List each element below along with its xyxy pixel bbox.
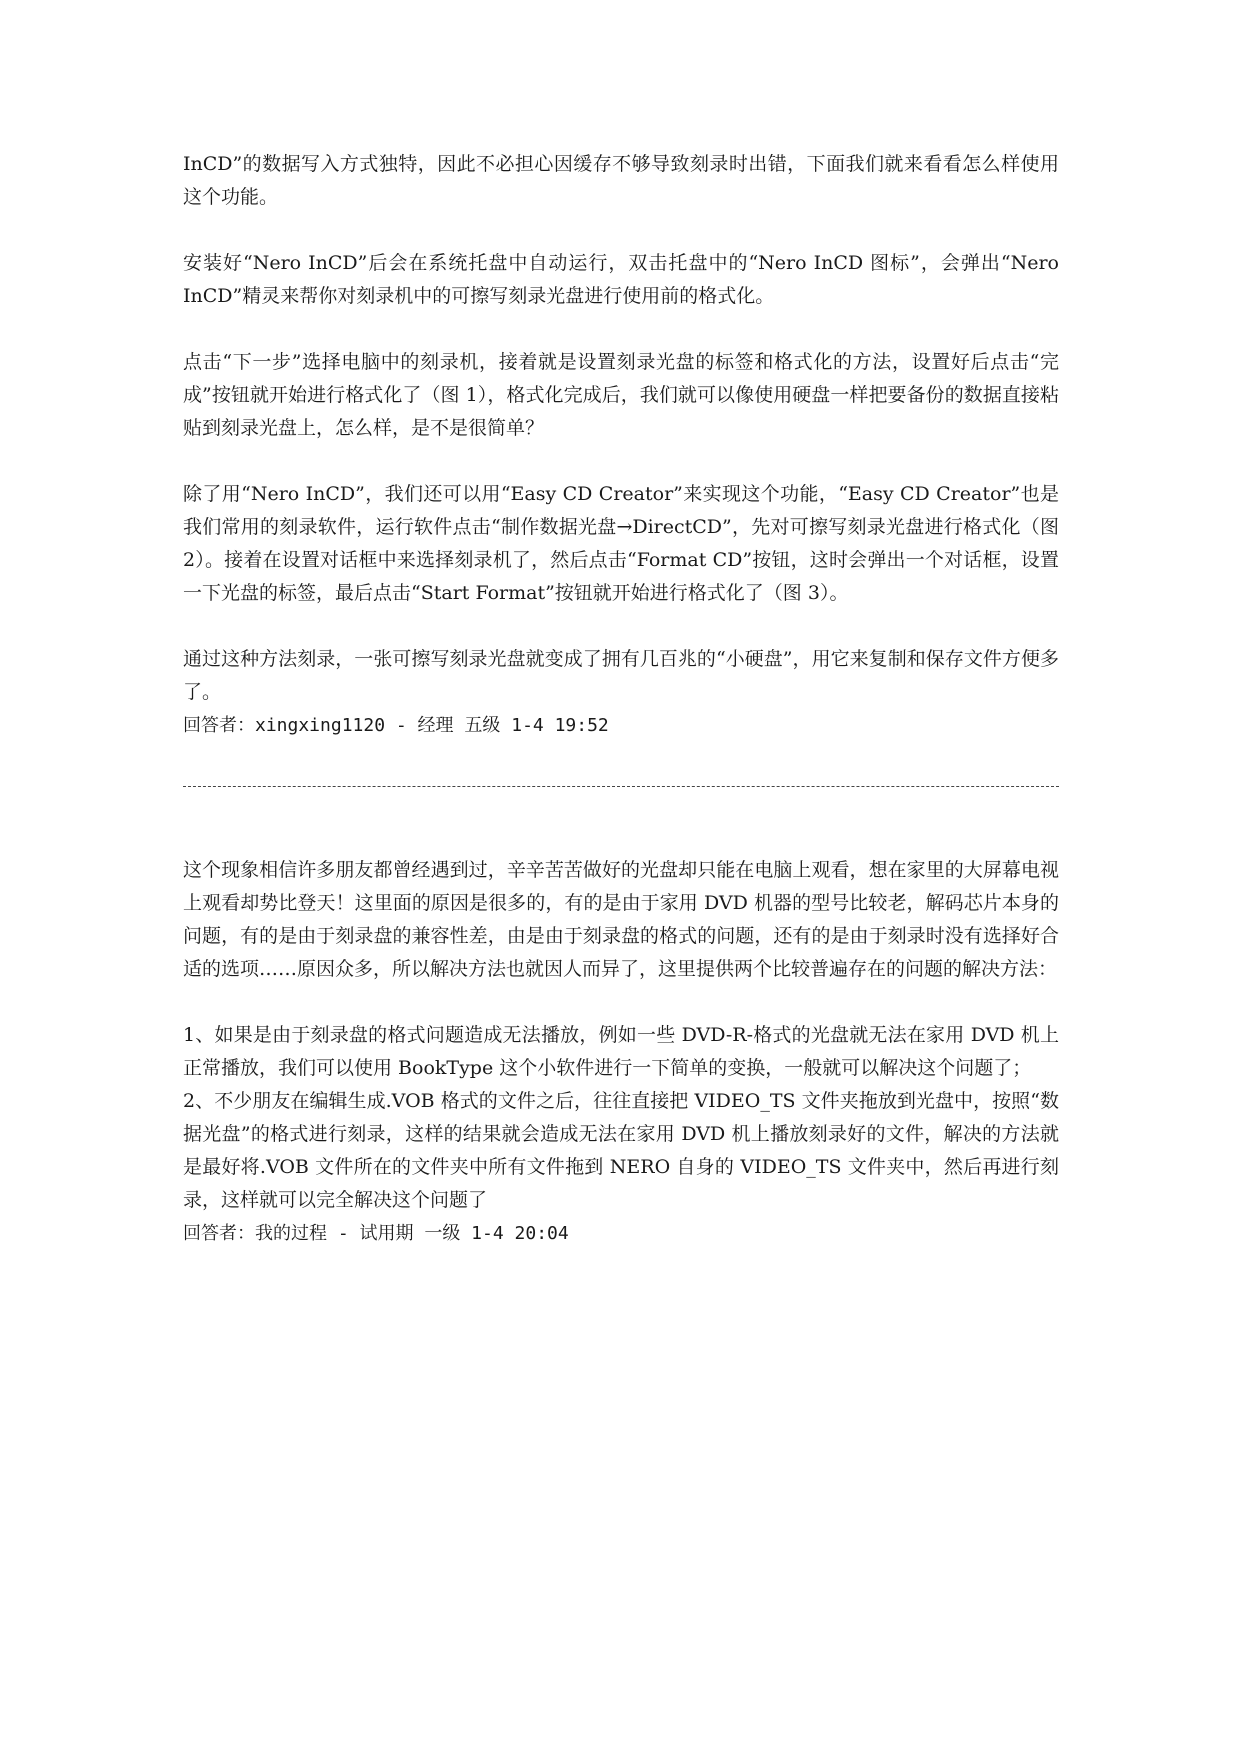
paragraph-easy-cd: 除了用“Nero InCD”，我们还可以用“Easy CD Creator”来实现这个功能，“Easy CD Creator”也是我们常用的刻录软件，运行软件点击“制作数据光盘→DirectCD”，先对可擦写刻录光盘进行格式化（图 2）。接着在设置对话框中来选择刻录机了，然后点击“Format CD”按钮，这时会弹出一个对话框，设置一下光盘的标签，最后点击“Start Format”按钮就开始进行格式化了（图 3）。 bbox=[183, 483, 1059, 604]
paragraph-install: 安装好“Nero InCD”后会在系统托盘中自动运行，双击托盘中的“Nero InCD 图标”，会弹出“Nero InCD”精灵来帮你对刻录机中的可擦写刻录光盘进行使用前的格式化。 bbox=[183, 252, 1059, 307]
paragraph-steps: 点击“下一步”选择电脑中的刻录机，接着就是设置刻录光盘的标签和格式化的方法，设置好后点击“完成”按钮就开始进行格式化了（图 1），格式化完成后，我们就可以像使用硬盘一样把要备份的数据直接粘贴到刻录光盘上，怎么样，是不是很简单？ bbox=[183, 351, 1059, 439]
section-divider bbox=[183, 786, 1059, 788]
paragraph-dvd-problem: 这个现象相信许多朋友都曾经遇到过，辛辛苦苦做好的光盘却只能在电脑上观看，想在家里的大屏幕电视上观看却势比登天！这里面的原因是很多的，有的是由于家用 DVD 机器的型号比较老，解码芯片本身的问题，有的是由于刻录盘的兼容性差，由是由于刻录盘的格式的问题，还有的是由于刻录时没有选择好合适的选项……原因众多，所以解决方法也就因人而异了，这里提供两个比较普遍存在的问题的解决方法： bbox=[183, 859, 1059, 980]
paragraph-conclusion: 通过这种方法刻录，一张可擦写刻录光盘就变成了拥有几百兆的“小硬盘”，用它来复制和保存文件方便多了。 bbox=[183, 648, 1059, 703]
list-item-1: 1、如果是由于刻录盘的格式问题造成无法播放，例如一些 DVD-R-格式的光盘就无法在家用 DVD 机上正常播放，我们可以使用 BookType 这个小软件进行一下简单的变换，一般就可以解决这个问题了； bbox=[183, 1024, 1059, 1079]
answerer-line-2: 回答者：我的过程 - 试用期 一级 1-4 20:04 bbox=[183, 1223, 569, 1244]
answerer-line-1: 回答者：xingxing1120 - 经理 五级 1-4 19:52 bbox=[183, 715, 609, 736]
list-item-2: 2、不少朋友在编辑生成.VOB 格式的文件之后，往往直接把 VIDEO_TS 文件夹拖放到光盘中，按照“数据光盘”的格式进行刻录，这样的结果就会造成无法在家用 DVD 机上播放刻录好的文件，解决的方法就是最好将.VOB 文件所在的文件夹中所有文件拖到 NERO 自身的 VIDEO_TS 文件夹中，然后再进行刻录，这样就可以完全解决这个问题了 bbox=[183, 1090, 1059, 1211]
document-body bbox=[183, 148, 1059, 1250]
paragraph-intro: InCD”的数据写入方式独特，因此不必担心因缓存不够导致刻录时出错，下面我们就来看看怎么样使用这个功能。 bbox=[183, 153, 1059, 208]
